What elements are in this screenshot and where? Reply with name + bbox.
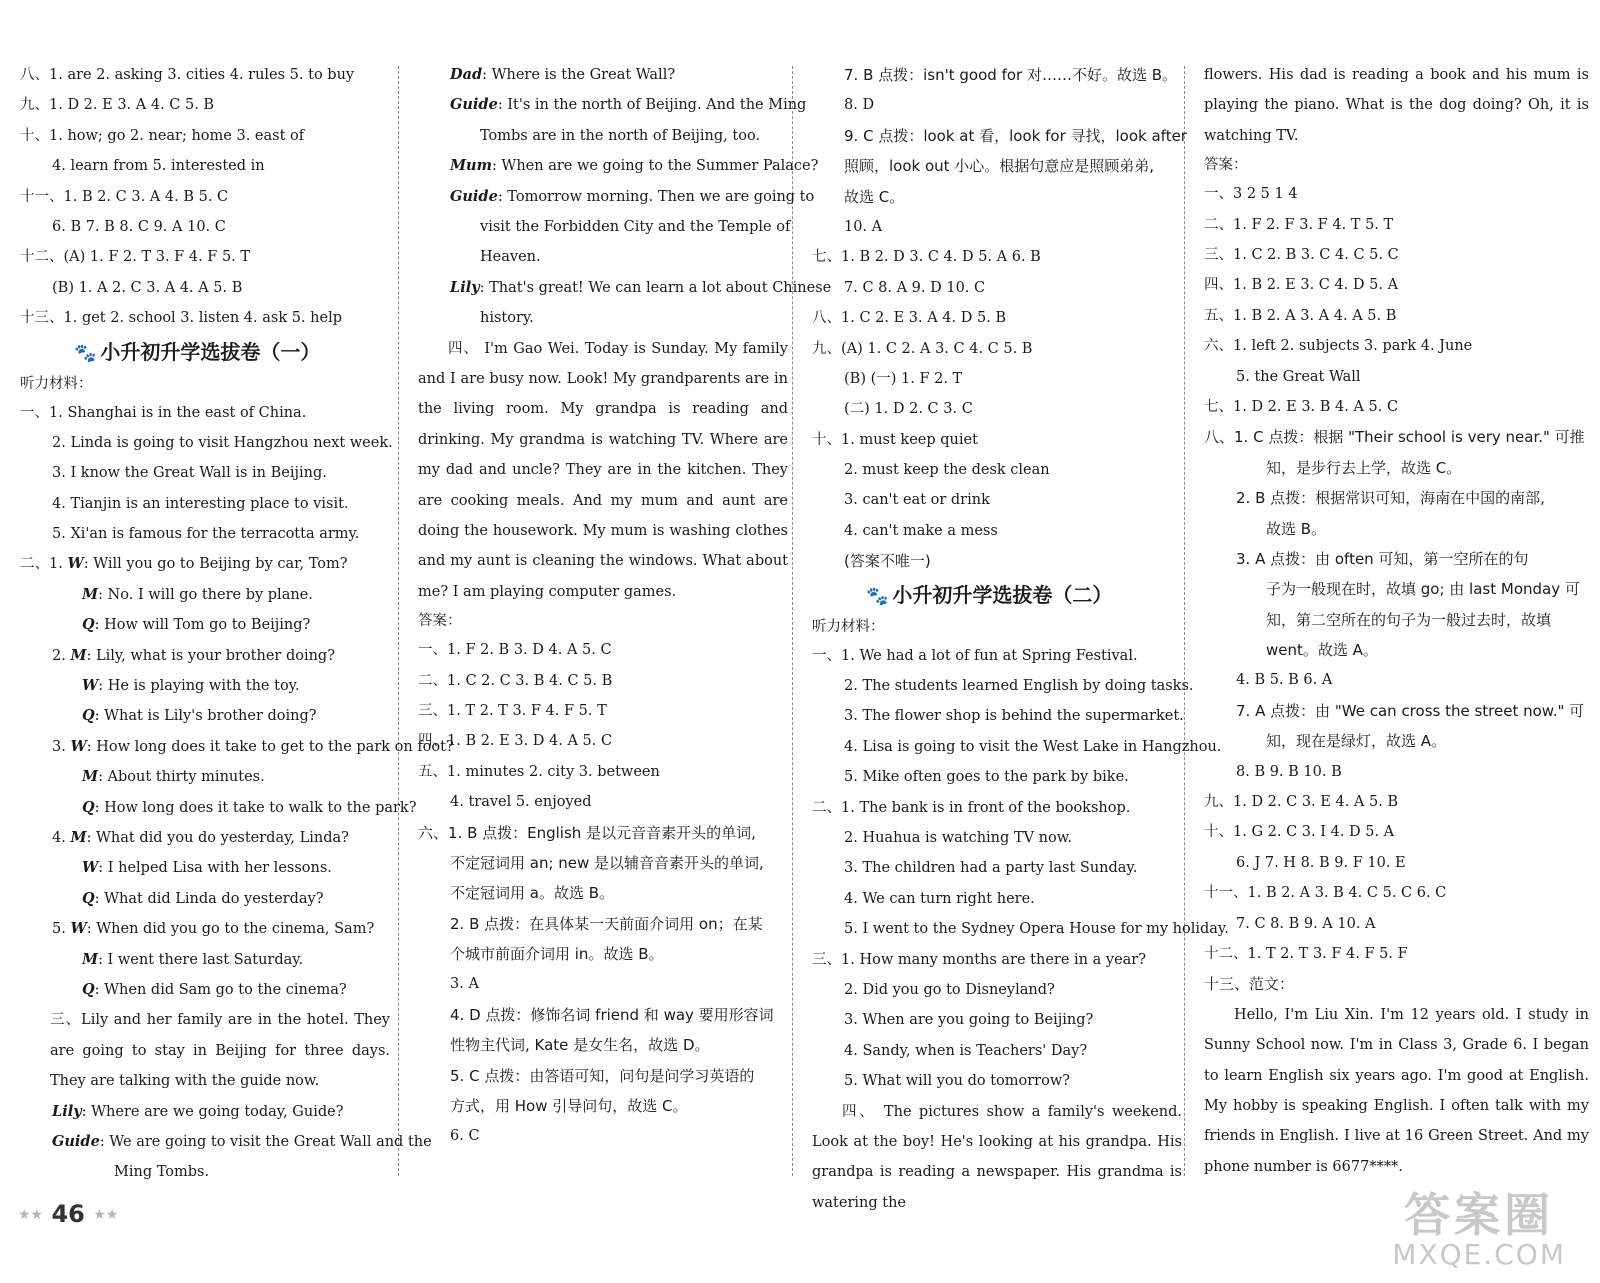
text-line: 七、1. D 2. E 3. B 4. A 5. C bbox=[1204, 398, 1399, 415]
text-line: 5. Mike often goes to the park by bike. bbox=[844, 769, 1129, 786]
text-line: 五、1. B 2. A 3. A 4. A 5. B bbox=[1204, 307, 1397, 324]
text-line: Q: What did Linda do yesterday? bbox=[82, 889, 324, 907]
star-icon: ★★ bbox=[18, 1207, 44, 1223]
text-line: 一、3 2 5 1 4 bbox=[1204, 186, 1298, 203]
text-line: Q: When did Sam go to the cinema? bbox=[82, 980, 347, 998]
text-line: M: About thirty minutes. bbox=[82, 768, 265, 786]
text-line: 四、1. B 2. E 3. C 4. D 5. A bbox=[1204, 277, 1399, 294]
text-line: 8. B 9. B 10. B bbox=[1236, 763, 1342, 780]
page-number: ★★ 46 ★★ bbox=[18, 1200, 119, 1228]
text-line: 二、1. F 2. F 3. F 4. T 5. T bbox=[1204, 216, 1394, 233]
text-line: went。故选 A。 bbox=[1266, 641, 1378, 660]
text-line: 三、1. C 2. B 3. C 4. C 5. C bbox=[1204, 247, 1399, 263]
text-line: 5. C 点拨：由答语可知，问句是问学习英语的 bbox=[450, 1066, 755, 1085]
text-line: Q: How will Tom go to Beijing? bbox=[82, 616, 311, 634]
text-line: M: I went there last Saturday. bbox=[82, 950, 304, 968]
text-line: Q: How long does it take to walk to the park? bbox=[82, 798, 417, 816]
text-line: 4. Tianjin is an interesting place to visit. bbox=[52, 495, 349, 512]
text-line: 知，现在是绿灯，故选 A。 bbox=[1266, 732, 1447, 751]
watermark-logo: 答案圈 MXQE.COM bbox=[1392, 1188, 1566, 1271]
passage-paragraph: 四、 The pictures show a family's weekend. Look at the boy! He's looking at his grandpa. His grandpa is reading a newspaper. His grandma is watering the bbox=[812, 1103, 1182, 1211]
text-line: 5. the Great Wall bbox=[1236, 368, 1361, 385]
text-line: 6. B 7. B 8. C 9. A 10. C bbox=[52, 218, 226, 235]
text-line: 五、1. minutes 2. city 3. between bbox=[418, 763, 660, 780]
text-line: history. bbox=[480, 310, 534, 327]
text-line: (B) (一) 1. F 2. T bbox=[844, 370, 963, 387]
text-line: 3. When are you going to Beijing? bbox=[844, 1012, 1094, 1029]
text-line: 一、1. We had a lot of fun at Spring Festival. bbox=[812, 647, 1138, 664]
star-icon: ★★ bbox=[93, 1207, 119, 1223]
text-line: 十三、1. get 2. school 3. listen 4. ask 5. help bbox=[20, 310, 343, 327]
text-line: 二、1. The bank is in front of the bookshop. bbox=[812, 799, 1131, 816]
text-line: 2. Linda is going to visit Hangzhou next week. bbox=[52, 434, 393, 451]
text-line: Guide: We are going to visit the Great Wall and the bbox=[52, 1132, 432, 1150]
model-essay: Hello, I'm Liu Xin. I'm 12 years old. I study in Sunny School now. I'm in Class 3, Grade 6. I began to learn English six years ago. I'm good at English. My hobby is speaking English. I often talk with my friends in English. I live at 16 Green Street. And my phone number is 6677****. bbox=[1204, 1006, 1589, 1175]
text-line: 6. J 7. H 8. B 9. F 10. E bbox=[1236, 854, 1406, 871]
text-line: 不定冠词用 an; new 是以辅音音素开头的单词, bbox=[450, 853, 764, 872]
text-line: 十三、范文： bbox=[1204, 975, 1295, 994]
text-line: Lily: That's great! We can learn a lot about Chinese bbox=[450, 278, 832, 296]
text-line: (二) 1. D 2. C 3. C bbox=[844, 401, 973, 418]
column-2 bbox=[418, 60, 832, 1152]
text-line: 个城市前面介词用 in。故选 B。 bbox=[450, 945, 664, 964]
text-line: Ming Tombs. bbox=[114, 1164, 210, 1181]
text-line: 3. The children had a party last Sunday. bbox=[844, 860, 1138, 877]
text-line: 7. C 8. B 9. A 10. A bbox=[1236, 915, 1376, 932]
text-line: 4. M: What did you do yesterday, Linda? bbox=[52, 828, 349, 846]
text-line: 十、1. must keep quiet bbox=[812, 431, 978, 448]
text-line: 5. I went to the Sydney Opera House for my holiday. bbox=[844, 921, 1229, 938]
text-line: 照顾，look out 小心。根据句意应是照顾弟弟, bbox=[844, 157, 1155, 176]
section-title: 🐾 小升初升学选拔卷（二） bbox=[866, 582, 1113, 607]
text-line: 八、1. C 2. E 3. A 4. D 5. B bbox=[812, 310, 1007, 327]
text-line: 九、1. D 2. E 3. A 4. C 5. B bbox=[20, 97, 215, 114]
answers-block bbox=[812, 60, 1187, 577]
dialog-block bbox=[20, 1097, 432, 1188]
text-line: 5. Xi'an is famous for the terracotta army. bbox=[52, 526, 360, 543]
text-line: 二、1. C 2. C 3. B 4. C 5. B bbox=[418, 672, 613, 689]
text-line: 十一、1. B 2. A 3. B 4. C 5. C 6. C bbox=[1204, 885, 1447, 902]
paw-icon: 🐾 bbox=[866, 585, 889, 607]
text-line: 3. The flower shop is behind the supermarket. bbox=[844, 708, 1184, 725]
column-divider bbox=[398, 66, 399, 1176]
text-line: 4. Lisa is going to visit the West Lake in Hangzhou. bbox=[844, 738, 1222, 755]
answers-block bbox=[20, 60, 390, 334]
listening-label: 听力材料： bbox=[812, 618, 885, 635]
text-line: 7. A 点拨：由 "We can cross the street now." 可 bbox=[1236, 701, 1585, 720]
passage-paragraph: 四、 I'm Gao Wei. Today is Sunday. My family and I are busy now. Look! My grandparents are in the living room. My grandpa is reading and drinking. My grandma is watching TV. Where are my dad and uncle? They are in the kitchen. They are cooking meals. And my mum and aunt are doing the housework. My mum is washing clothes and my aunt is cleaning the windows. What about me? I am playing computer games. bbox=[418, 340, 788, 600]
text-line: 4. B 5. B 6. A bbox=[1236, 672, 1333, 689]
paw-icon: 🐾 bbox=[74, 342, 97, 364]
text-line: 2. M: Lily, what is your brother doing? bbox=[52, 646, 335, 664]
dialog-block bbox=[418, 60, 832, 334]
text-line: 六、1. left 2. subjects 3. park 4. June bbox=[1204, 338, 1473, 355]
text-line: 6. C bbox=[450, 1128, 480, 1145]
text-line: Tombs are in the north of Beijing, too. bbox=[480, 127, 761, 144]
text-line: 4. Sandy, when is Teachers' Day? bbox=[844, 1042, 1088, 1059]
text-line: 九、(A) 1. C 2. A 3. C 4. C 5. B bbox=[812, 340, 1033, 357]
text-line: 十二、(A) 1. F 2. T 3. F 4. F 5. T bbox=[20, 249, 251, 266]
text-line: 故选 B。 bbox=[1266, 519, 1327, 538]
text-line: 8. D bbox=[844, 97, 875, 114]
text-line: 2. The students learned English by doing tasks. bbox=[844, 678, 1194, 695]
text-line: 不定冠词用 a。故选 B。 bbox=[450, 884, 615, 903]
text-line: 3. A bbox=[450, 976, 479, 993]
passage-paragraph: 三、Lily and her family are in the hotel. They are going to stay in Beijing for three days. They are talking with the guide now. bbox=[50, 1012, 390, 1090]
text-line: 性物主代词, Kate 是女生名，故选 D。 bbox=[450, 1036, 710, 1055]
answer-label: 答案： bbox=[418, 613, 462, 630]
text-line: 2. Did you go to Disneyland? bbox=[844, 981, 1055, 998]
text-line: (B) 1. A 2. C 3. A 4. A 5. B bbox=[52, 279, 243, 296]
text-line: 5. W: When did you go to the cinema, Sam? bbox=[52, 920, 375, 938]
text-line: 3. can't eat or drink bbox=[844, 492, 990, 509]
text-line: 4. learn from 5. interested in bbox=[52, 158, 265, 175]
text-line: Lily: Where are we going today, Guide? bbox=[52, 1102, 344, 1120]
text-line: 3. A 点拨：由 often 可知，第一空所在的句 bbox=[1236, 549, 1529, 568]
column-divider bbox=[1184, 66, 1185, 1176]
text-line: 六、1. B 点拨：English 是以元音音素开头的单词, bbox=[418, 823, 756, 842]
text-line: 二、1. W: Will you go to Beijing by car, Tom? bbox=[20, 555, 348, 573]
answer-label: 答案： bbox=[1204, 157, 1248, 174]
answers-block bbox=[1204, 179, 1589, 1000]
listening-block bbox=[812, 641, 1229, 1097]
text-line: 一、1. Shanghai is in the east of China. bbox=[20, 404, 307, 421]
text-line: Dad: Where is the Great Wall? bbox=[450, 66, 676, 83]
text-line: 知，第二空所在的句子为一般过去时，故填 bbox=[1266, 610, 1552, 629]
text-line: 知，是步行去上学，故选 C。 bbox=[1266, 458, 1462, 477]
column-3 bbox=[812, 60, 1229, 1218]
text-line: 八、1. C 点拨：根据 "Their school is very near." 可推 bbox=[1204, 428, 1585, 447]
text-line: 3. I know the Great Wall is in Beijing. bbox=[52, 465, 327, 482]
text-line: 3. W: How long does it take to get to the park on foot? bbox=[52, 737, 454, 755]
text-line: 十、1. G 2. C 3. I 4. D 5. A bbox=[1204, 824, 1395, 841]
text-line: 2. must keep the desk clean bbox=[844, 462, 1050, 479]
text-line: 三、1. How many months are there in a year? bbox=[812, 951, 1147, 968]
section-title: 🐾 小升初升学选拔卷（一） bbox=[74, 339, 321, 364]
text-line: 2. B 点拨：在具体某一天前面介词用 on；在某 bbox=[450, 914, 763, 933]
text-line: 方式，用 How 引导问句，故选 C。 bbox=[450, 1097, 688, 1116]
text-line: Mum: When are we going to the Summer Palace? bbox=[450, 157, 819, 175]
text-line: 9. C 点拨：look at 看，look for 寻找，look after bbox=[844, 126, 1187, 145]
text-line: 三、1. T 2. T 3. F 4. F 5. T bbox=[418, 702, 607, 719]
text-line: 四、1. B 2. E 3. D 4. A 5. C bbox=[418, 733, 613, 750]
text-line: 4. D 点拨：修饰名词 friend 和 way 要用形容词 bbox=[450, 1005, 774, 1024]
text-line: 十、1. how; go 2. near; home 3. east of bbox=[20, 127, 305, 144]
text-line: 10. A bbox=[844, 218, 883, 235]
text-line: 4. travel 5. enjoyed bbox=[450, 794, 592, 811]
listening-label: 听力材料： bbox=[20, 375, 93, 392]
column-divider bbox=[792, 66, 793, 1176]
text-line: (答案不唯一) bbox=[844, 552, 931, 571]
column-4 bbox=[1204, 60, 1589, 1182]
text-line: 子为一般现在时，故填 go; 由 last Monday 可 bbox=[1266, 580, 1580, 599]
text-line: 一、1. F 2. B 3. D 4. A 5. C bbox=[418, 642, 612, 659]
text-line: 4. can't make a mess bbox=[844, 522, 998, 539]
text-line: 十二、1. T 2. T 3. F 4. F 5. F bbox=[1204, 945, 1408, 962]
text-line: Guide: Tomorrow morning. Then we are going to bbox=[450, 187, 815, 205]
text-line: 2. Huahua is watching TV now. bbox=[844, 829, 1073, 846]
passage-paragraph: flowers. His dad is reading a book and his mum is playing the piano. What is the dog doing? Oh, it is watching TV. bbox=[1204, 67, 1589, 144]
text-line: 7. C 8. A 9. D 10. C bbox=[844, 279, 986, 296]
text-line: Guide: It's in the north of Beijing. And the Ming bbox=[450, 96, 807, 114]
text-line: 7. B 点拨：isn't good for 对……不好。故选 B。 bbox=[844, 66, 1178, 84]
text-line: M: No. I will go there by plane. bbox=[82, 585, 313, 603]
text-line: 九、1. D 2. C 3. E 4. A 5. B bbox=[1204, 794, 1399, 811]
text-line: 4. We can turn right here. bbox=[844, 890, 1035, 907]
text-line: 七、1. B 2. D 3. C 4. D 5. A 6. B bbox=[812, 249, 1041, 266]
text-line: Q: What is Lily's brother doing? bbox=[82, 707, 317, 725]
text-line: 十一、1. B 2. C 3. A 4. B 5. C bbox=[20, 188, 229, 205]
text-line: visit the Forbidden City and the Temple of bbox=[480, 218, 791, 235]
text-line: 故选 C。 bbox=[844, 187, 905, 206]
text-line: W: He is playing with the toy. bbox=[82, 677, 300, 695]
text-line: 2. B 点拨：根据常识可知，海南在中国的南部, bbox=[1236, 489, 1545, 508]
answers-block bbox=[418, 635, 788, 1152]
text-line: Heaven. bbox=[480, 249, 541, 266]
text-line: 八、1. are 2. asking 3. cities 4. rules 5. to buy bbox=[20, 67, 355, 83]
text-line: W: I helped Lisa with her lessons. bbox=[82, 859, 332, 877]
text-line: 5. What will you do tomorrow? bbox=[844, 1073, 1071, 1090]
